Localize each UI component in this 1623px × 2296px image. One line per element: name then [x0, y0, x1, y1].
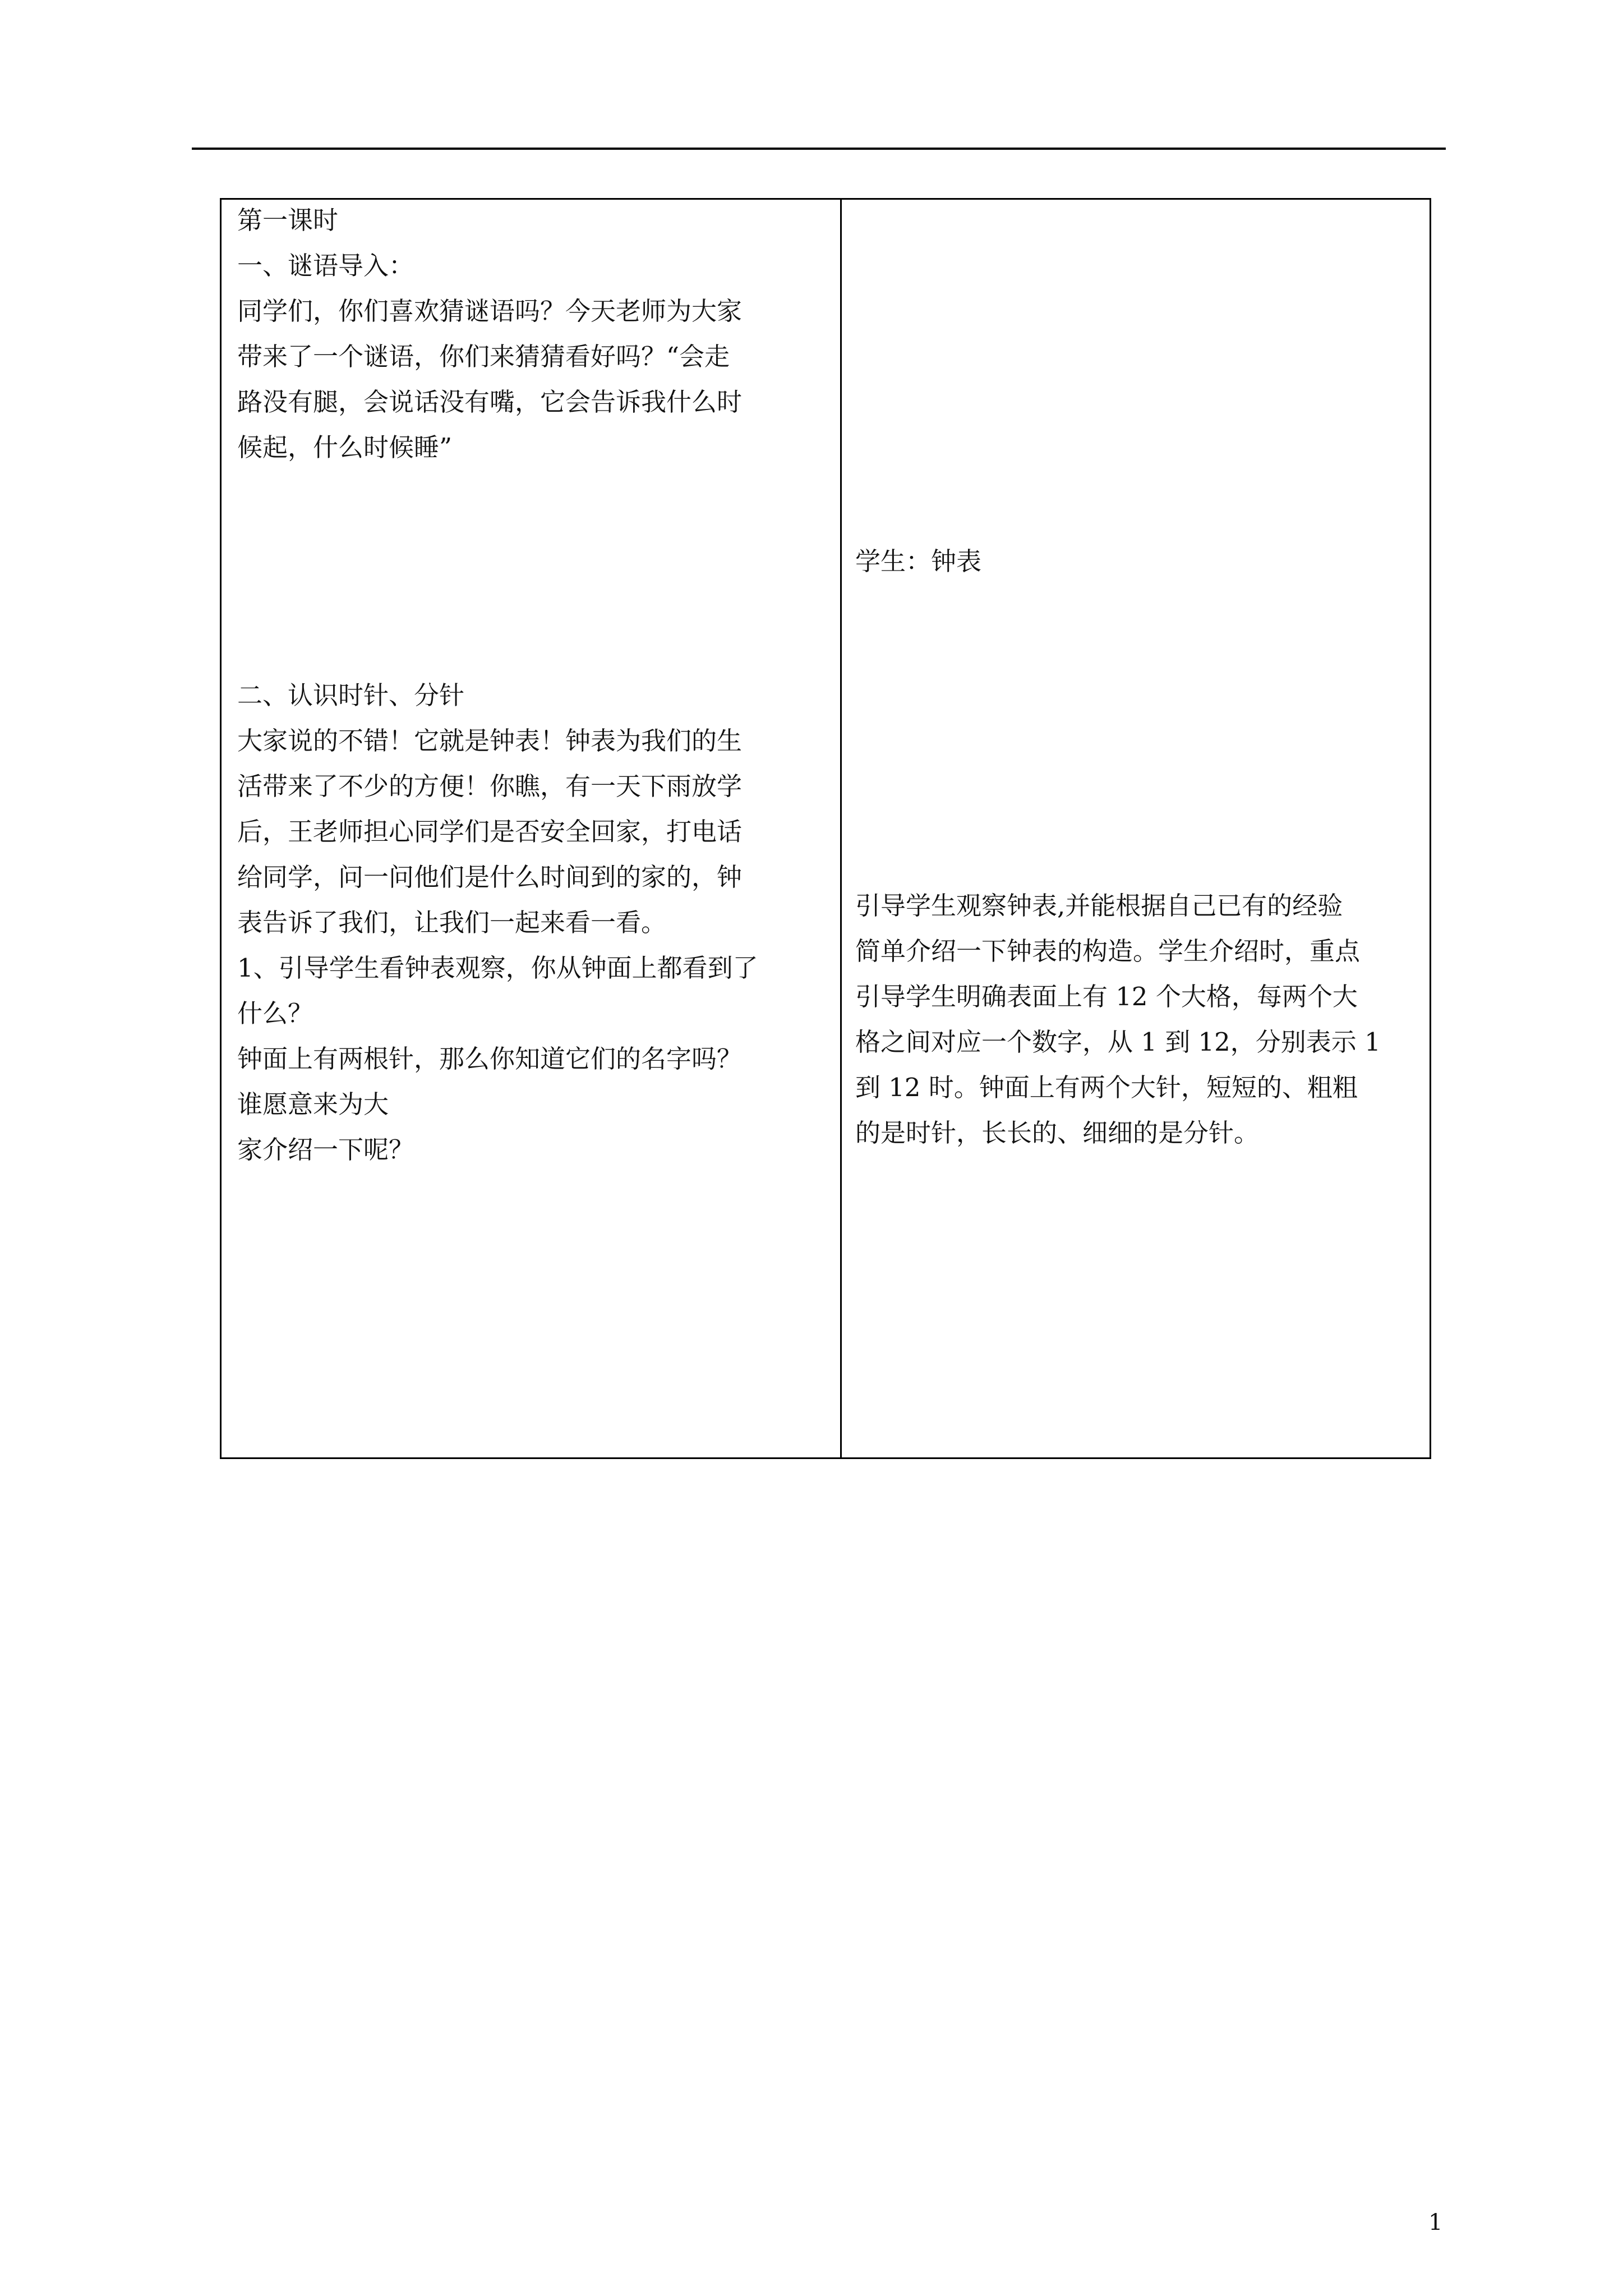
column-divider [840, 200, 842, 1457]
text-line: 同学们，你们喜欢猜谜语吗？今天老师为大家 [237, 296, 743, 326]
section-heading-riddle: 一、谜语导入： [237, 251, 414, 280]
text-line: 格之间对应一个数字，从 1 到 12，分别表示 1 [855, 1027, 1381, 1057]
section-heading-hands: 二、认识时针、分针 [237, 680, 465, 710]
text-line: 简单介绍一下钟表的构造。学生介绍时，重点 [855, 936, 1361, 966]
header-rule [192, 148, 1446, 150]
text-line: 钟面上有两根针，那么你知道它们的名字吗？ [237, 1044, 743, 1074]
text-line: 后，王老师担心同学们是否安全回家，打电话 [237, 817, 743, 846]
text-line: 路没有腿，会说话没有嘴，它会告诉我什么时 [237, 387, 743, 417]
text-line: 什么？ [237, 999, 313, 1028]
text-line: 表告诉了我们，让我们一起来看一看。 [237, 908, 667, 937]
lesson-plan-table [220, 198, 1431, 1459]
text-line: 1、引导学生看钟表观察，你从钟面上都看到了 [237, 953, 758, 983]
text-line: 活带来了不少的方便！你瞧，有一天下雨放学 [237, 771, 743, 801]
text-line: 候起，什么时候睡” [237, 432, 453, 462]
text-line: 大家说的不错！它就是钟表！钟表为我们的生 [237, 726, 743, 756]
text-line: 谁愿意来为大 [237, 1089, 389, 1119]
text-line: 引导学生观察钟表,并能根据自己已有的经验 [855, 891, 1343, 921]
text-line: 到 12 时。钟面上有两个大针，短短的、粗粗 [855, 1073, 1358, 1102]
text-line: 家介绍一下呢？ [237, 1135, 414, 1165]
page-number: 1 [1428, 2210, 1443, 2235]
text-line: 的是时针，长长的、细细的是分针。 [855, 1118, 1260, 1148]
text-line: 引导学生明确表面上有 12 个大格，每两个大 [855, 982, 1358, 1011]
lesson-period-heading: 第一课时 [237, 205, 339, 235]
student-answer: 学生：钟表 [855, 546, 982, 576]
text-line: 给同学，问一问他们是什么时间到的家的，钟 [237, 862, 743, 892]
text-line: 带来了一个谜语，你们来猜猜看好吗？“会走 [237, 342, 730, 371]
